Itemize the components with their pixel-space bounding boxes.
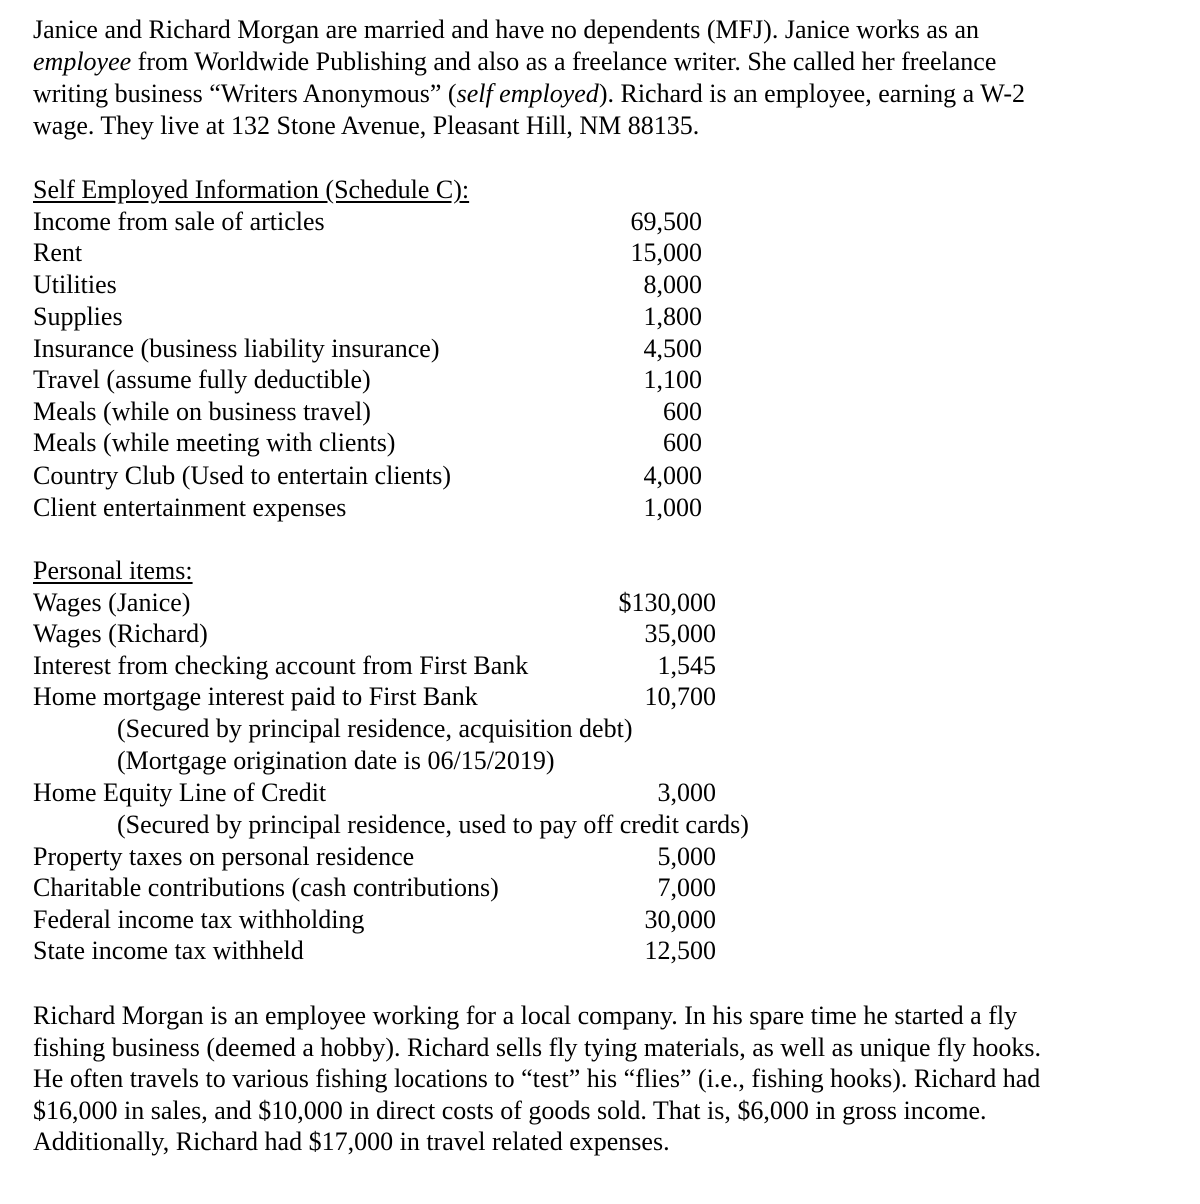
schedule-c-amount: 600 bbox=[663, 397, 702, 426]
schedule-c-label: Rent bbox=[33, 238, 83, 267]
schedule-c-label: Income from sale of articles bbox=[33, 207, 325, 236]
personal-amount: 1,545 bbox=[657, 651, 716, 680]
text-segment: from Worldwide Publishing and also as a freelance writer. She called her freelance bbox=[131, 47, 997, 76]
schedule-c-label: Travel (assume fully deductible) bbox=[33, 365, 371, 394]
schedule-c-label: Client entertainment expenses bbox=[33, 493, 347, 522]
personal-heading: Personal items: bbox=[33, 556, 193, 585]
schedule-c-amount: 4,000 bbox=[643, 461, 702, 490]
schedule-c-amount: 4,500 bbox=[643, 334, 702, 363]
schedule-c-label: Insurance (business liability insurance) bbox=[33, 334, 440, 363]
intro-line bbox=[33, 46, 996, 78]
personal-amount: $130,000 bbox=[618, 588, 716, 617]
schedule-c-label: Utilities bbox=[33, 270, 117, 299]
personal-amount: 3,000 bbox=[657, 778, 716, 807]
schedule-c-amount: 600 bbox=[663, 428, 702, 457]
schedule-c-label: Country Club (Used to entertain clients) bbox=[33, 461, 452, 490]
personal-amount: 12,500 bbox=[644, 936, 716, 965]
schedule-c-amount: 8,000 bbox=[643, 270, 702, 299]
personal-amount: 5,000 bbox=[657, 842, 716, 871]
personal-label: (Mortgage origination date is 06/15/2019) bbox=[117, 746, 555, 775]
emphasis-text: self employed bbox=[456, 79, 599, 108]
text-segment: wage. They live at 132 Stone Avenue, Pleasant Hill, NM 88135. bbox=[33, 111, 700, 140]
personal-label: Federal income tax withholding bbox=[33, 905, 365, 934]
schedule-c-label: Meals (while meeting with clients) bbox=[33, 428, 396, 457]
text-segment: ). Richard is an employee, earning a W-2 bbox=[598, 79, 1026, 108]
text-segment: writing business “Writers Anonymous” ( bbox=[33, 79, 457, 108]
personal-label: Interest from checking account from First Bank bbox=[33, 651, 529, 680]
schedule-c-amount: 15,000 bbox=[630, 238, 702, 267]
personal-label: Charitable contributions (cash contributions) bbox=[33, 873, 499, 902]
schedule-c-amount: 69,500 bbox=[630, 207, 702, 236]
closing-line: He often travels to various fishing locations to “test” his “flies” (i.e., fishing hooks). Richard had bbox=[33, 1064, 1041, 1094]
schedule-c-amount: 1,000 bbox=[643, 493, 702, 522]
emphasis-text: employee bbox=[33, 47, 132, 76]
personal-label: Property taxes on personal residence bbox=[33, 842, 415, 871]
closing-line: Additionally, Richard had $17,000 in travel related expenses. bbox=[33, 1127, 670, 1157]
schedule-c-heading: Self Employed Information (Schedule C): bbox=[33, 175, 470, 204]
personal-label: State income tax withheld bbox=[33, 936, 304, 965]
intro-line bbox=[33, 110, 699, 142]
personal-label: Wages (Janice) bbox=[33, 588, 191, 617]
personal-amount: 7,000 bbox=[657, 873, 716, 902]
personal-label: (Secured by principal residence, used to pay off credit cards) bbox=[117, 810, 749, 839]
personal-label: Home Equity Line of Credit bbox=[33, 778, 327, 807]
personal-label: Wages (Richard) bbox=[33, 619, 208, 648]
personal-label: (Secured by principal residence, acquisition debt) bbox=[117, 714, 633, 743]
personal-amount: 35,000 bbox=[644, 619, 716, 648]
closing-line: $16,000 in sales, and $10,000 in direct costs of goods sold. That is, $6,000 in gross income. bbox=[33, 1095, 987, 1125]
schedule-c-amount: 1,100 bbox=[643, 365, 702, 394]
personal-amount: 10,700 bbox=[644, 682, 716, 711]
personal-label: Home mortgage interest paid to First Bank bbox=[33, 682, 478, 711]
closing-line: Richard Morgan is an employee working for a local company. In his spare time he started a fly bbox=[33, 1001, 1018, 1030]
schedule-c-label: Supplies bbox=[33, 302, 123, 331]
closing-line: fishing business (deemed a hobby). Richard sells fly tying materials, as well as unique fly hooks. bbox=[33, 1032, 1042, 1062]
text-segment: Janice and Richard Morgan are married and have no dependents (MFJ). Janice works as an bbox=[33, 15, 980, 44]
intro-line bbox=[33, 14, 979, 46]
personal-amount: 30,000 bbox=[644, 905, 716, 934]
schedule-c-label: Meals (while on business travel) bbox=[33, 397, 371, 426]
schedule-c-amount: 1,800 bbox=[643, 302, 702, 331]
intro-line bbox=[33, 78, 1025, 110]
